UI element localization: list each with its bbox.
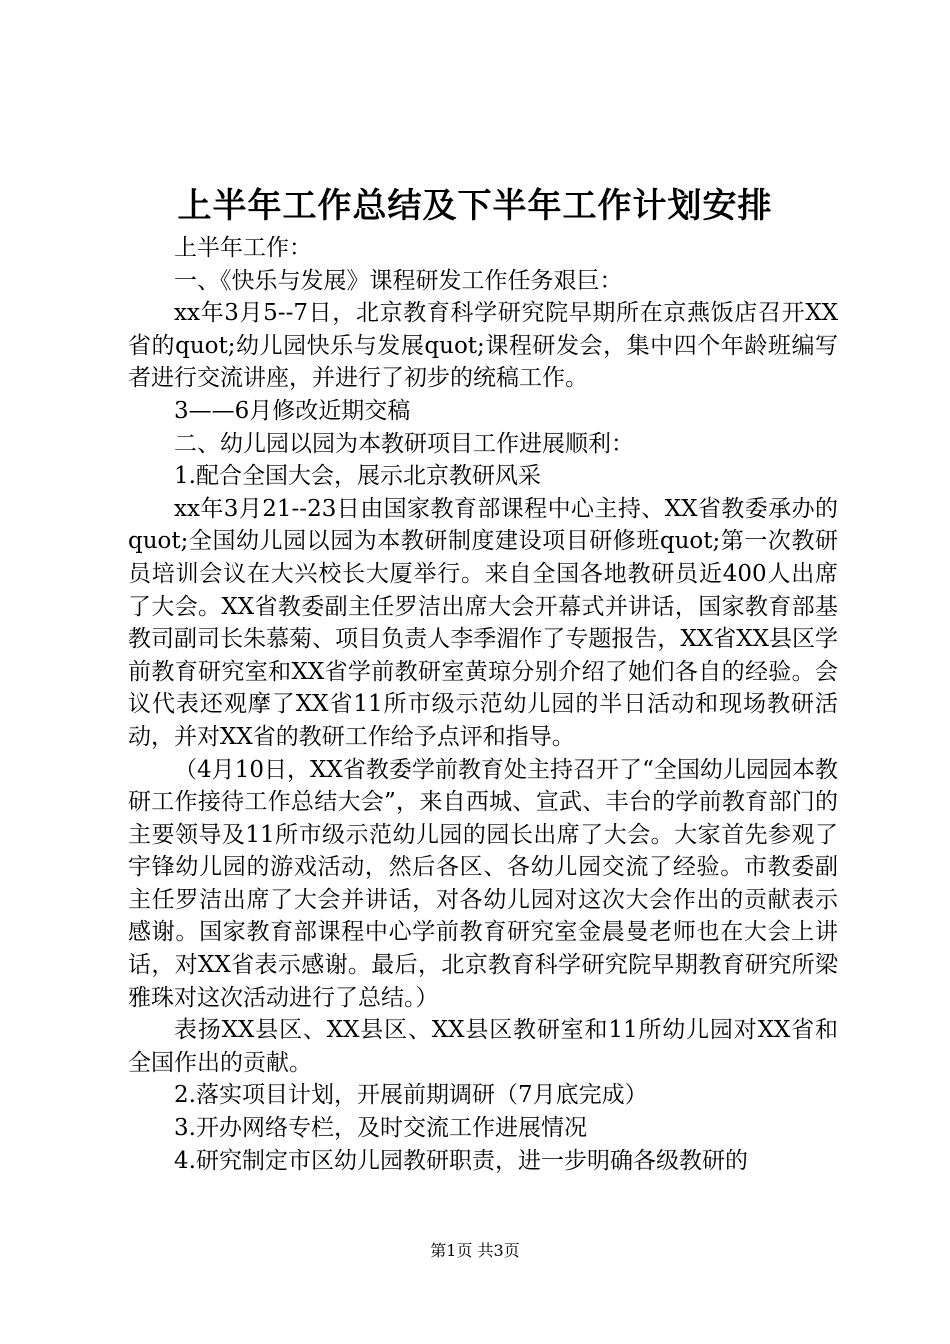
paragraph: 二、幼儿园以园为本教研项目工作进展顺利： xyxy=(174,430,634,457)
paragraph: 3——6月修改近期交稿 xyxy=(174,397,411,424)
paragraph: 3.开办网络专栏，及时交流工作进展情况 xyxy=(174,1115,587,1142)
paragraph: 上半年工作： xyxy=(174,235,312,261)
paragraph: 2.落实项目计划，开展前期调研（7月底完成） xyxy=(174,1082,648,1109)
paragraph: 1.配合全国大会，展示北京教研风采 xyxy=(174,463,541,490)
page-number: 第1页 共3页 xyxy=(430,1241,520,1260)
paragraph: 一、《快乐与发展》课程研发工作任务艰巨： xyxy=(174,267,623,294)
document-title: 上半年工作总结及下半年工作计划安排 xyxy=(177,186,773,226)
document-body xyxy=(128,232,838,1177)
paragraph: （4月10日，XX省教委学前教育处主持召开了“全国幼儿园园本教研工作接待工作总结大会”，来自西城、宣武、丰台的学前教育部门的主要领导及11所市级示范幼儿园的园长出席了大会。大家首先参观了宇锋幼儿园的游戏活动，然后各区、各幼儿园交流了经验。市教委副主任罗洁出席了大会并讲话，对各幼儿园对这次大会作出的贡献表示感谢。国家教育部课程中心学前教育研究室金晨曼老师也在大会上讲话，对XX省表示感谢。最后，北京教育科学研究院早期教育研究所梁雅珠对这次活动进行了总结。） xyxy=(128,756,838,1011)
paragraph: xx年3月21--23日由国家教育部课程中心主持、XX省教委承办的quot;全国幼儿园以园为本教研制度建设项目研修班quot;第一次教研员培训会议在大兴校长大厦举行。来自全国各地教研员近400人出席了大会。XX省教委副主任罗洁出席大会开幕式并讲话，国家教育部基教司副司长朱慕菊、项目负责人李季湄作了专题报告，XX省XX县区学前教育研究室和XX省学前教研室黄琼分别介绍了她们各自的经验。会议代表还观摩了XX省11所市级示范幼儿园的半日活动和现场教研活动，并对XX省的教研工作给予点评和指导。 xyxy=(128,495,838,750)
paragraph: 4.研究制定市区幼儿园教研职责，进一步明确各级教研的 xyxy=(174,1147,748,1174)
paragraph: 表扬XX县区、XX县区、XX县区教研室和11所幼儿园对XX省和全国作出的贡献。 xyxy=(128,1017,838,1076)
paragraph: xx年3月5--7日，北京教育科学研究院早期所在京燕饭店召开XX省的quot;幼儿园快乐与发展quot;课程研发会，集中四个年龄班编写者进行交流讲座，并进行了初步的统稿工作。 xyxy=(128,300,838,392)
